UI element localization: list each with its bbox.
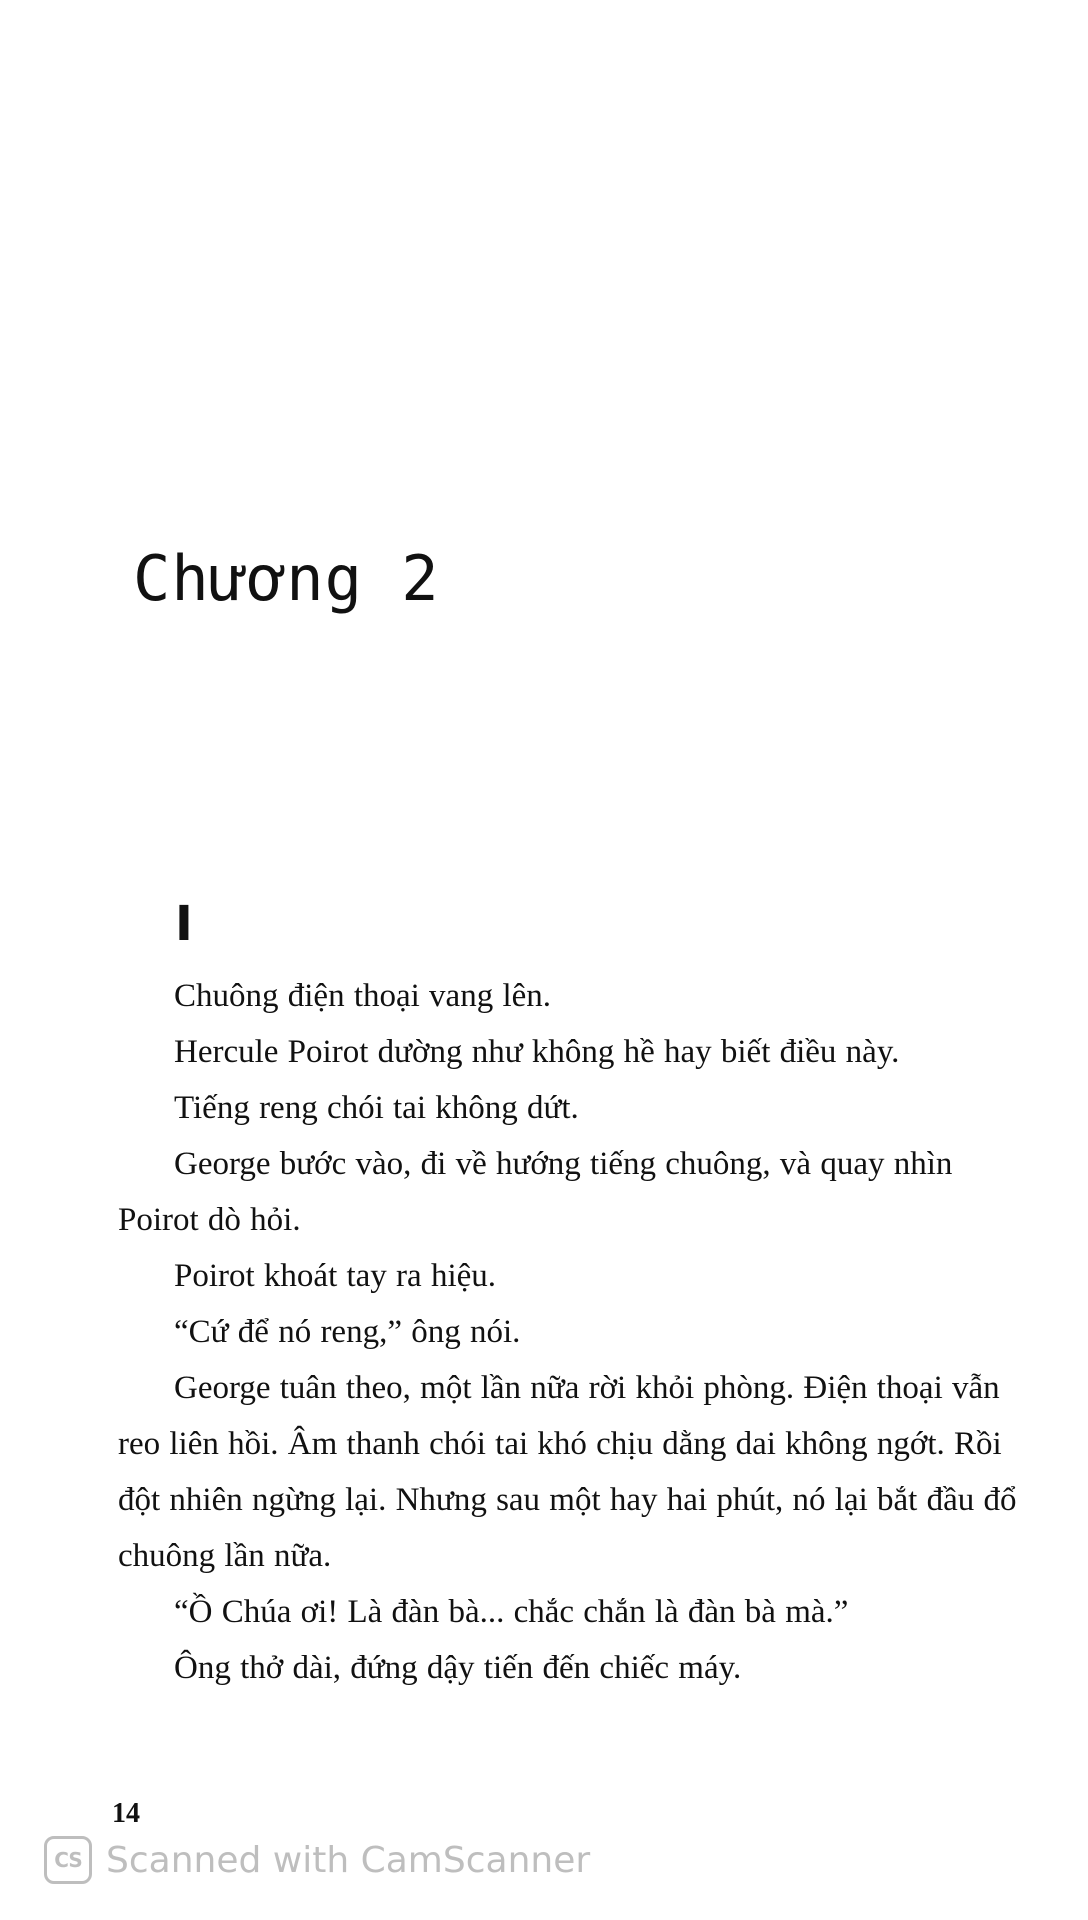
paragraph: George tuân theo, một lần nữa rời khỏi phòng. Điện thoại vẫn reo liên hồi. Âm thanh chói tai khó chịu dằng dai không ngớt. Rồi đột nhiên ngừng lại. Nhưng sau một hay hai phút, nó lại bắt đầu đổ chuông lần nữa. [118,1370,1017,1574]
paragraph: Poirot khoát tay ra hiệu. [174,1258,497,1294]
paragraph: Tiếng reng chói tai không dứt. [174,1090,579,1126]
paragraph: Chuông điện thoại vang lên. [174,978,552,1014]
camscanner-watermark [44,1836,590,1884]
paragraph: “Cứ để nó reng,” ông nói. [174,1314,521,1350]
paragraph: Ông thở dài, đứng dậy tiến đến chiếc máy. [174,1650,742,1686]
paragraph: “Ồ Chúa ơi! Là đàn bà... chắc chắn là đàn bà mà.” [174,1594,849,1630]
paragraph: Hercule Poirot dường như không hề hay biết điều này. [174,1034,900,1070]
chapter-body [118,968,1030,1696]
section-number: I [175,896,193,952]
watermark-text: Scanned with CamScanner [106,1839,591,1881]
chapter-title: Chương 2 [133,542,440,615]
page-number: 14 [112,1798,140,1829]
paragraph: George bước vào, đi về hướng tiếng chuông, và quay nhìn Poirot dò hỏi. [118,1146,953,1238]
camscanner-logo-icon: CS [44,1836,92,1884]
